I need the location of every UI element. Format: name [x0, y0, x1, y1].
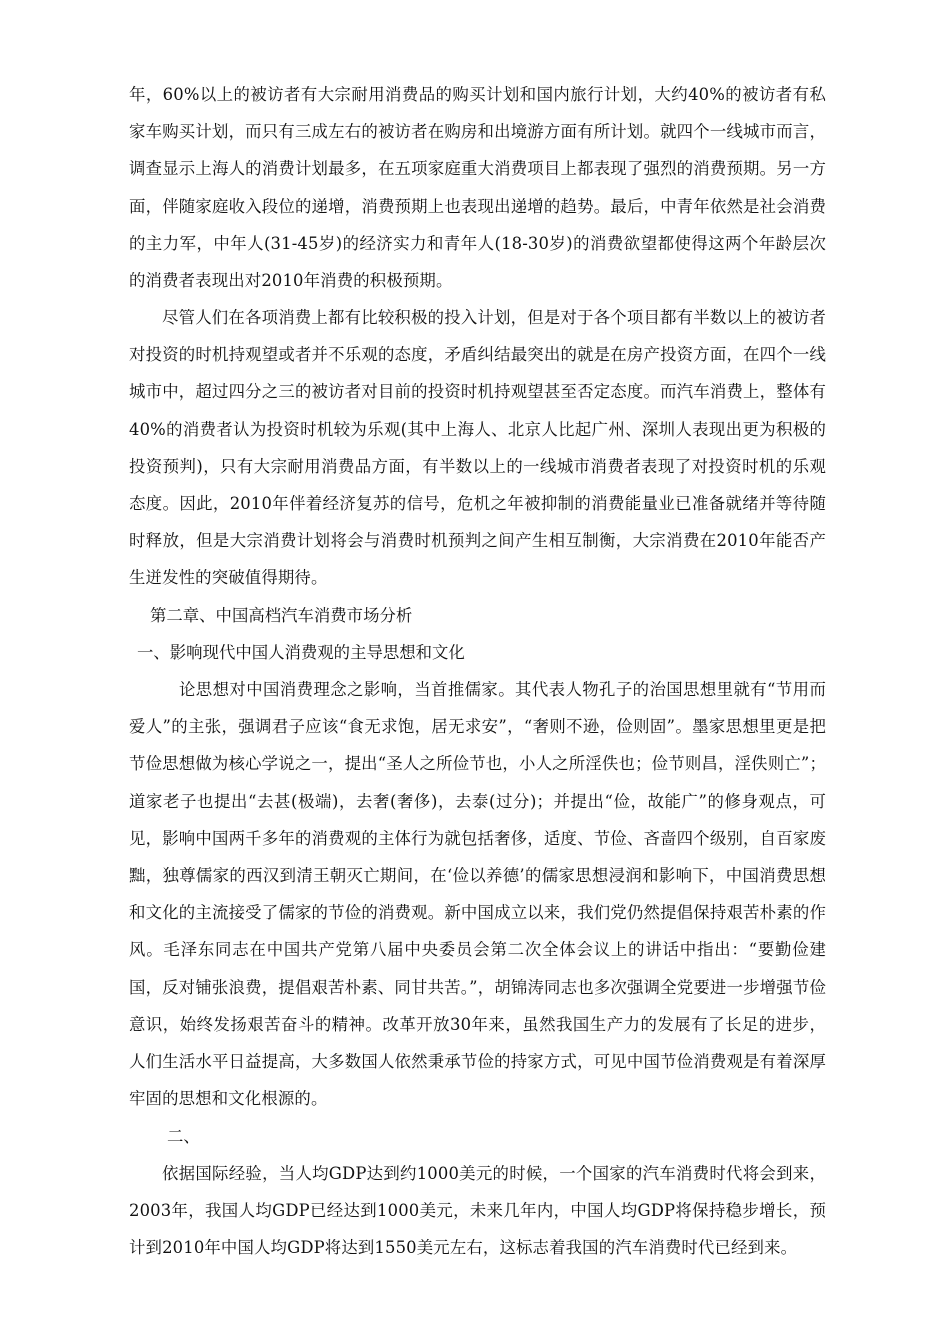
chapter-two-heading: 第二章、中国高档汽车消费市场分析 [150, 606, 413, 625]
section-one-heading: 一、影响现代中国人消费观的主导思想和文化 [137, 643, 465, 662]
section-two-heading: 二、 [167, 1127, 200, 1146]
paragraph-confucian-thought: 论思想对中国消费理念之影响，当首推儒家。其代表人物孔子的治国思想里就有“节用而爱人”的主张，强调君子应该“食无求饱，居无求安”，“奢则不逊，俭则固”。墨家思想里更是把节俭思想做为核心学说之一，提出“圣人之所俭节也，小人之所淫佚也；俭节则昌，淫佚则亡”；道家老子也提出“去甚(极端)，去奢(奢侈)，去泰(过分)；并提出“俭，故能广”的修身观点，可见，影响中国两千多年的消费观的主体行为就包括奢侈，适度、节俭、吝啬四个级别，自百家废黜，独尊儒家的西汉到清王朝灭亡期间，在‘俭以养德’的儒家思想浸润和影响下，中国消费思想和文化的主流接受了儒家的节俭的消费观。新中国成立以来，我们党仍然提倡保持艰苦朴素的作风。毛泽东同志在中国共产党第八届中央委员会第二次全体会议上的讲话中指出：“要勤俭建国，反对铺张浪费，提倡艰苦朴素、同甘共苦。”，胡锦涛同志也多次强调全党要进一步增强节俭意识，始终发扬艰苦奋斗的精神。改革开放30年来，虽然我国生产力的发展有了长足的进步，人们生活水平日益提高，大多数国人依然秉承节俭的持家方式，可见中国节俭消费观是有着深厚牢固的思想和文化根源的。 [129, 680, 826, 1109]
paragraph-gdp-car-era: 依据国际经验，当人均GDP达到约1000美元的时候，一个国家的汽车消费时代将会到来，2003年，我国人均GDP已经达到1000美元，未来几年内，中国人均GDP将保持稳步增长，预计到2010年中国人均GDP将达到1550美元左右，这标志着我国的汽车消费时代已经到来。 [129, 1164, 826, 1258]
paragraph-investment-timing: 尽管人们在各项消费上都有比较积极的投入计划，但是对于各个项目都有半数以上的被访者对投资的时机持观望或者并不乐观的态度，矛盾纠结最突出的就是在房产投资方面，在四个一线城市中，超过四分之三的被访者对目前的投资时机持观望甚至否定态度。而汽车消费上，整体有40%的消费者认为投资时机较为乐观(其中上海人、北京人比起广州、深圳人表现出更为积极的投资预判)，只有大宗耐用消费品方面，有半数以上的一线城市消费者表现了对投资时机的乐观态度。因此，2010年伴着经济复苏的信号，危机之年被抑制的消费能量业已准备就绪并等待随时释放，但是大宗消费计划将会与消费时机预判之间产生相互制衡，大宗消费在2010年能否产生迸发性的突破值得期待。 [129, 308, 826, 588]
paragraph-consumption-plans: 年，60%以上的被访者有大宗耐用消费品的购买计划和国内旅行计划，大约40%的被访者有私家车购买计划，而只有三成左右的被访者在购房和出境游方面有所计划。就四个一线城市而言，调查显示上海人的消费计划最多，在五项家庭重大消费项目上都表现了强烈的消费预期。另一方面，伴随家庭收入段位的递增，消费预期上也表现出递增的趋势。最后，中青年依然是社会消费的主力军，中年人(31-45岁)的经济实力和青年人(18-30岁)的消费欲望都使得这两个年龄层次的消费者表现出对2010年消费的积极预期。 [129, 85, 826, 291]
